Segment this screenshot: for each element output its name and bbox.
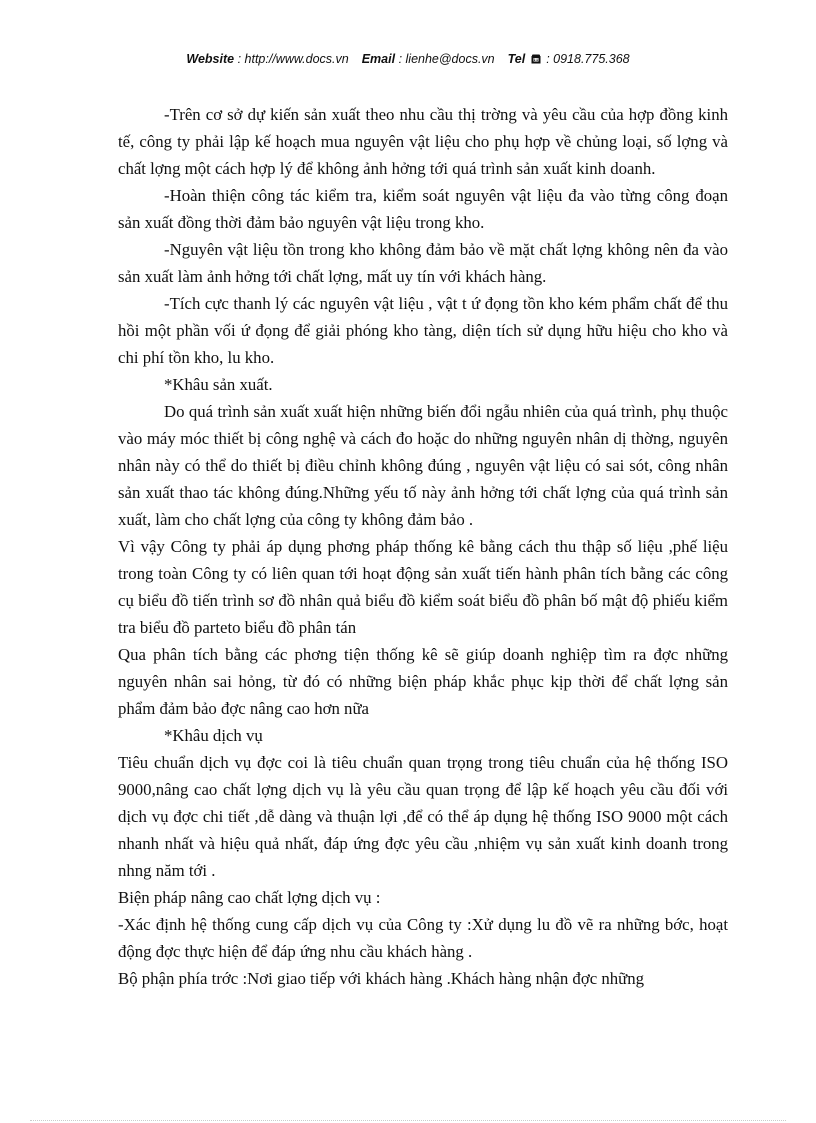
paragraph-front-office: Bộ phận phía trớc :Nơi giao tiếp với khách hàng .Khách hàng nhận đợc những [118,969,644,988]
page-bottom-divider [30,1120,786,1121]
paragraph-inspection: -Hoàn thiện công tác kiểm tra, kiểm soát nguyên vật liệu đa vào từng công đoạn sản xuất đồng thời đảm bảo nguyên vật liệu trong kho. [118,186,728,232]
paragraph-production-variation: Do quá trình sản xuất xuất hiện những biến đổi ngẫu nhiên của quá trình, phụ thuộc vào máy móc thiết bị công nghệ và cách đo hoặc do những nguyên nhân dị thờng, nguyên nhân này có thể do thiết bị điều chỉnh không đúng , nguyên vật liệu có sai sót, công nhân sản xuất thao tác không đúng.Những yếu tố này ảnh hởng tới chất lợng của quá trình sản xuất, làm cho chất lợng của công ty không đảm bảo . [118,402,728,529]
page-header [0,52,816,66]
phone-icon [531,54,541,64]
website-label: Website [186,52,235,66]
tel-label: Tel [507,52,526,66]
paragraph-raw-material-planning: -Trên cơ sở dự kiến sản xuất theo nhu cầu thị trờng và yêu cầu của hợp đồng kinh tế, công ty phải lập kế hoạch mua nguyên vật liệu cho phụ hợp về chủng loại, số lợng và chất lợng một cách hợp lý để không ảnh hởng tới quá trình sản xuất kinh doanh. [118,105,728,178]
heading-production: *Khâu sản xuất. [164,375,273,394]
paragraph-service-measures: Biện pháp nâng cao chất lợng dịch vụ : [118,888,381,907]
email-value: : lienhe@docs.vn [398,52,495,66]
website-value: : http://www.docs.vn [237,52,349,66]
paragraph-inventory-quality: -Nguyên vật liệu tồn trong kho không đảm bảo về mặt chất lợng không nên đa vào sản xuất làm ảnh hởng tới chất lợng, mất uy tín với khách hàng. [118,240,728,286]
tel-value: : 0918.775.368 [546,52,630,66]
heading-service: *Khâu dịch vụ [164,726,263,745]
paragraph-statistical-methods: Vì vậy Công ty phải áp dụng phơng pháp thống kê bằng cách thu thập số liệu ,phế liệu trong toàn Công ty có liên quan tới hoạt động sản xuất tiến hành phân tích bằng các công cụ biểu đồ tiến trình sơ đồ nhân quả biểu đồ kiểm soát biểu đồ phân bố mật độ phiếu kiểm tra biểu đồ parteto biểu đồ phân tán [118,537,728,637]
paragraph-service-standard: Tiêu chuẩn dịch vụ đợc coi là tiêu chuẩn quan trọng trong tiêu chuẩn của hệ thống ISO 9000,nâng cao chất lợng dịch vụ là yêu cầu quan trọng để lập kế hoạch yêu cầu đối với dịch vụ đợc chi tiết ,dễ dàng và thuận lợi ,để có thể áp dụng hệ thống ISO 9000 một cách nhanh nhất và hiệu quả nhất, đáp ứng đợc yêu cầu ,nhiệm vụ sản xuất kinh doanh trong nhng năm tới . [118,753,728,880]
paragraph-analysis: Qua phân tích bằng các phơng tiện thống kê sẽ giúp doanh nghiệp tìm ra đợc những nguyên nhân sai hỏng, từ đó có những biện pháp khắc phục kịp thời để chất lợng sản phẩm đảm bảo đợc nâng cao hơn nữa [118,645,728,718]
email-label: Email [361,52,396,66]
paragraph-service-system: -Xác định hệ thống cung cấp dịch vụ của Công ty :Xử dụng lu đồ vẽ ra những bớc, hoạt động đợc thực hiện để đáp ứng nhu cầu khách hàng . [118,915,728,961]
paragraph-liquidation: -Tích cực thanh lý các nguyên vật liệu , vật t ứ đọng tồn kho kém phẩm chất để thu hồi một phần vối ứ đọng để giải phóng kho tàng, diện tích sử dụng hữu hiệu cho kho và chi phí tồn kho, lu kho. [118,294,728,367]
document-body [118,101,728,992]
